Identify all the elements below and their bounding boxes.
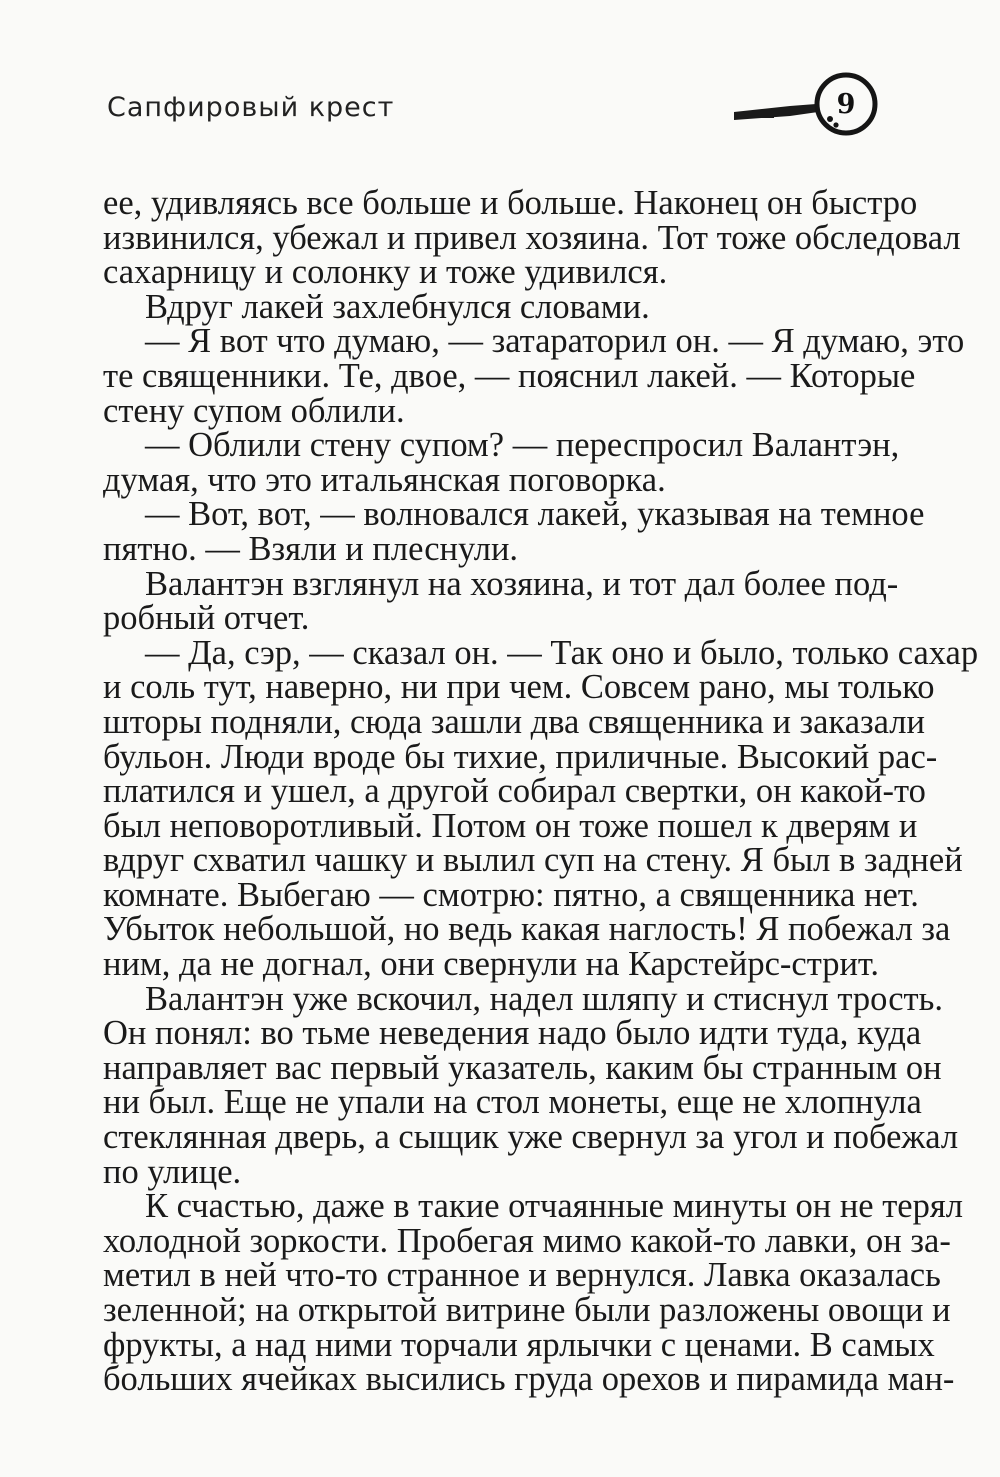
text-line: стеклянная дверь, а сыщик уже свернул за угол и побежал [103, 1118, 959, 1157]
text-line: — Я вот что думаю, — затараторил он. — Я думаю, это [145, 322, 965, 361]
text-line: вдруг схватил чашку и вылил суп на стену. Я был в задней [103, 841, 963, 880]
text-line: Он понял: во тьме неведения надо было идти туда, куда [103, 1014, 922, 1053]
text-line: метил в ней что-то странное и вернулся. Лавка оказалась [103, 1256, 941, 1295]
text-line: — Вот, вот, — волновался лакей, указывая на темное [145, 495, 925, 534]
body-text [103, 184, 979, 1399]
text-line: Валантэн уже вскочил, надел шляпу и стиснул трость. [145, 979, 943, 1018]
text-line: платился и ушел, а другой собирал свертки, он какой-то [103, 772, 926, 811]
text-line: ним, да не догнал, они свернули на Карстейрс-стрит. [103, 945, 880, 984]
text-line: — Да, сэр, — сказал он. — Так оно и было, только сахар [145, 633, 979, 672]
text-line: был неповоротливый. Потом он тоже пошел к дверям и [103, 806, 918, 845]
page-number: 9 [836, 88, 856, 120]
text-line: бульон. Люди вроде бы тихие, приличные. Высокий рас- [103, 737, 938, 776]
running-title: Сапфировый крест [107, 92, 395, 123]
text-line: те священники. Те, двое, — пояснил лакей. — Которые [103, 356, 916, 395]
text-line: — Облили стену супом? — переспросил Валантэн, [145, 426, 900, 465]
text-line: ее, удивляясь все больше и больше. Наконец он быстро [103, 184, 918, 222]
text-line: холодной зоркости. Пробегая мимо какой-то лавки, он за- [103, 1221, 951, 1260]
text-line: пятно. — Взяли и плеснули. [103, 529, 519, 568]
text-line: шторы подняли, сюда зашли два священника и заказали [103, 702, 925, 741]
text-line: по улице. [103, 1152, 242, 1191]
text-line: направляет вас первый указатель, каким бы странным он [103, 1048, 942, 1087]
text-line: Убыток небольшой, но ведь какая наглость! Я побежал за [103, 910, 951, 949]
text-line: извинился, убежал и привел хозяина. Тот тоже обследовал [103, 218, 961, 257]
text-line: и соль тут, наверно, ни при чем. Совсем рано, мы только [103, 668, 935, 707]
text-line: робный отчет. [103, 599, 310, 638]
text-line: Вдруг лакей захлебнулся словами. [145, 287, 650, 326]
text-line: комнате. Выбегаю — смотрю: пятно, а священника нет. [103, 875, 919, 914]
text-line: сахарницу и солонку и тоже удивился. [103, 253, 668, 292]
text-line: думая, что это итальянская поговорка. [103, 460, 666, 499]
text-line: больших ячейках высились груда орехов и пирамида ман- [103, 1360, 955, 1399]
text-line: зеленной; на открытой витрине были разложены овощи и [103, 1291, 951, 1329]
text-line: стену супом облили. [103, 391, 405, 430]
text-line: Валантэн взглянул на хозяина, и тот дал более под- [145, 564, 899, 603]
text-line: фрукты, а над ними торчали ярлычки с ценами. В самых [103, 1325, 935, 1364]
text-line: К счастью, даже в такие отчаянные минуты он не терял [145, 1187, 963, 1226]
text-line: ни был. Еще не упали на стол монеты, еще не хлопнула [103, 1083, 922, 1122]
